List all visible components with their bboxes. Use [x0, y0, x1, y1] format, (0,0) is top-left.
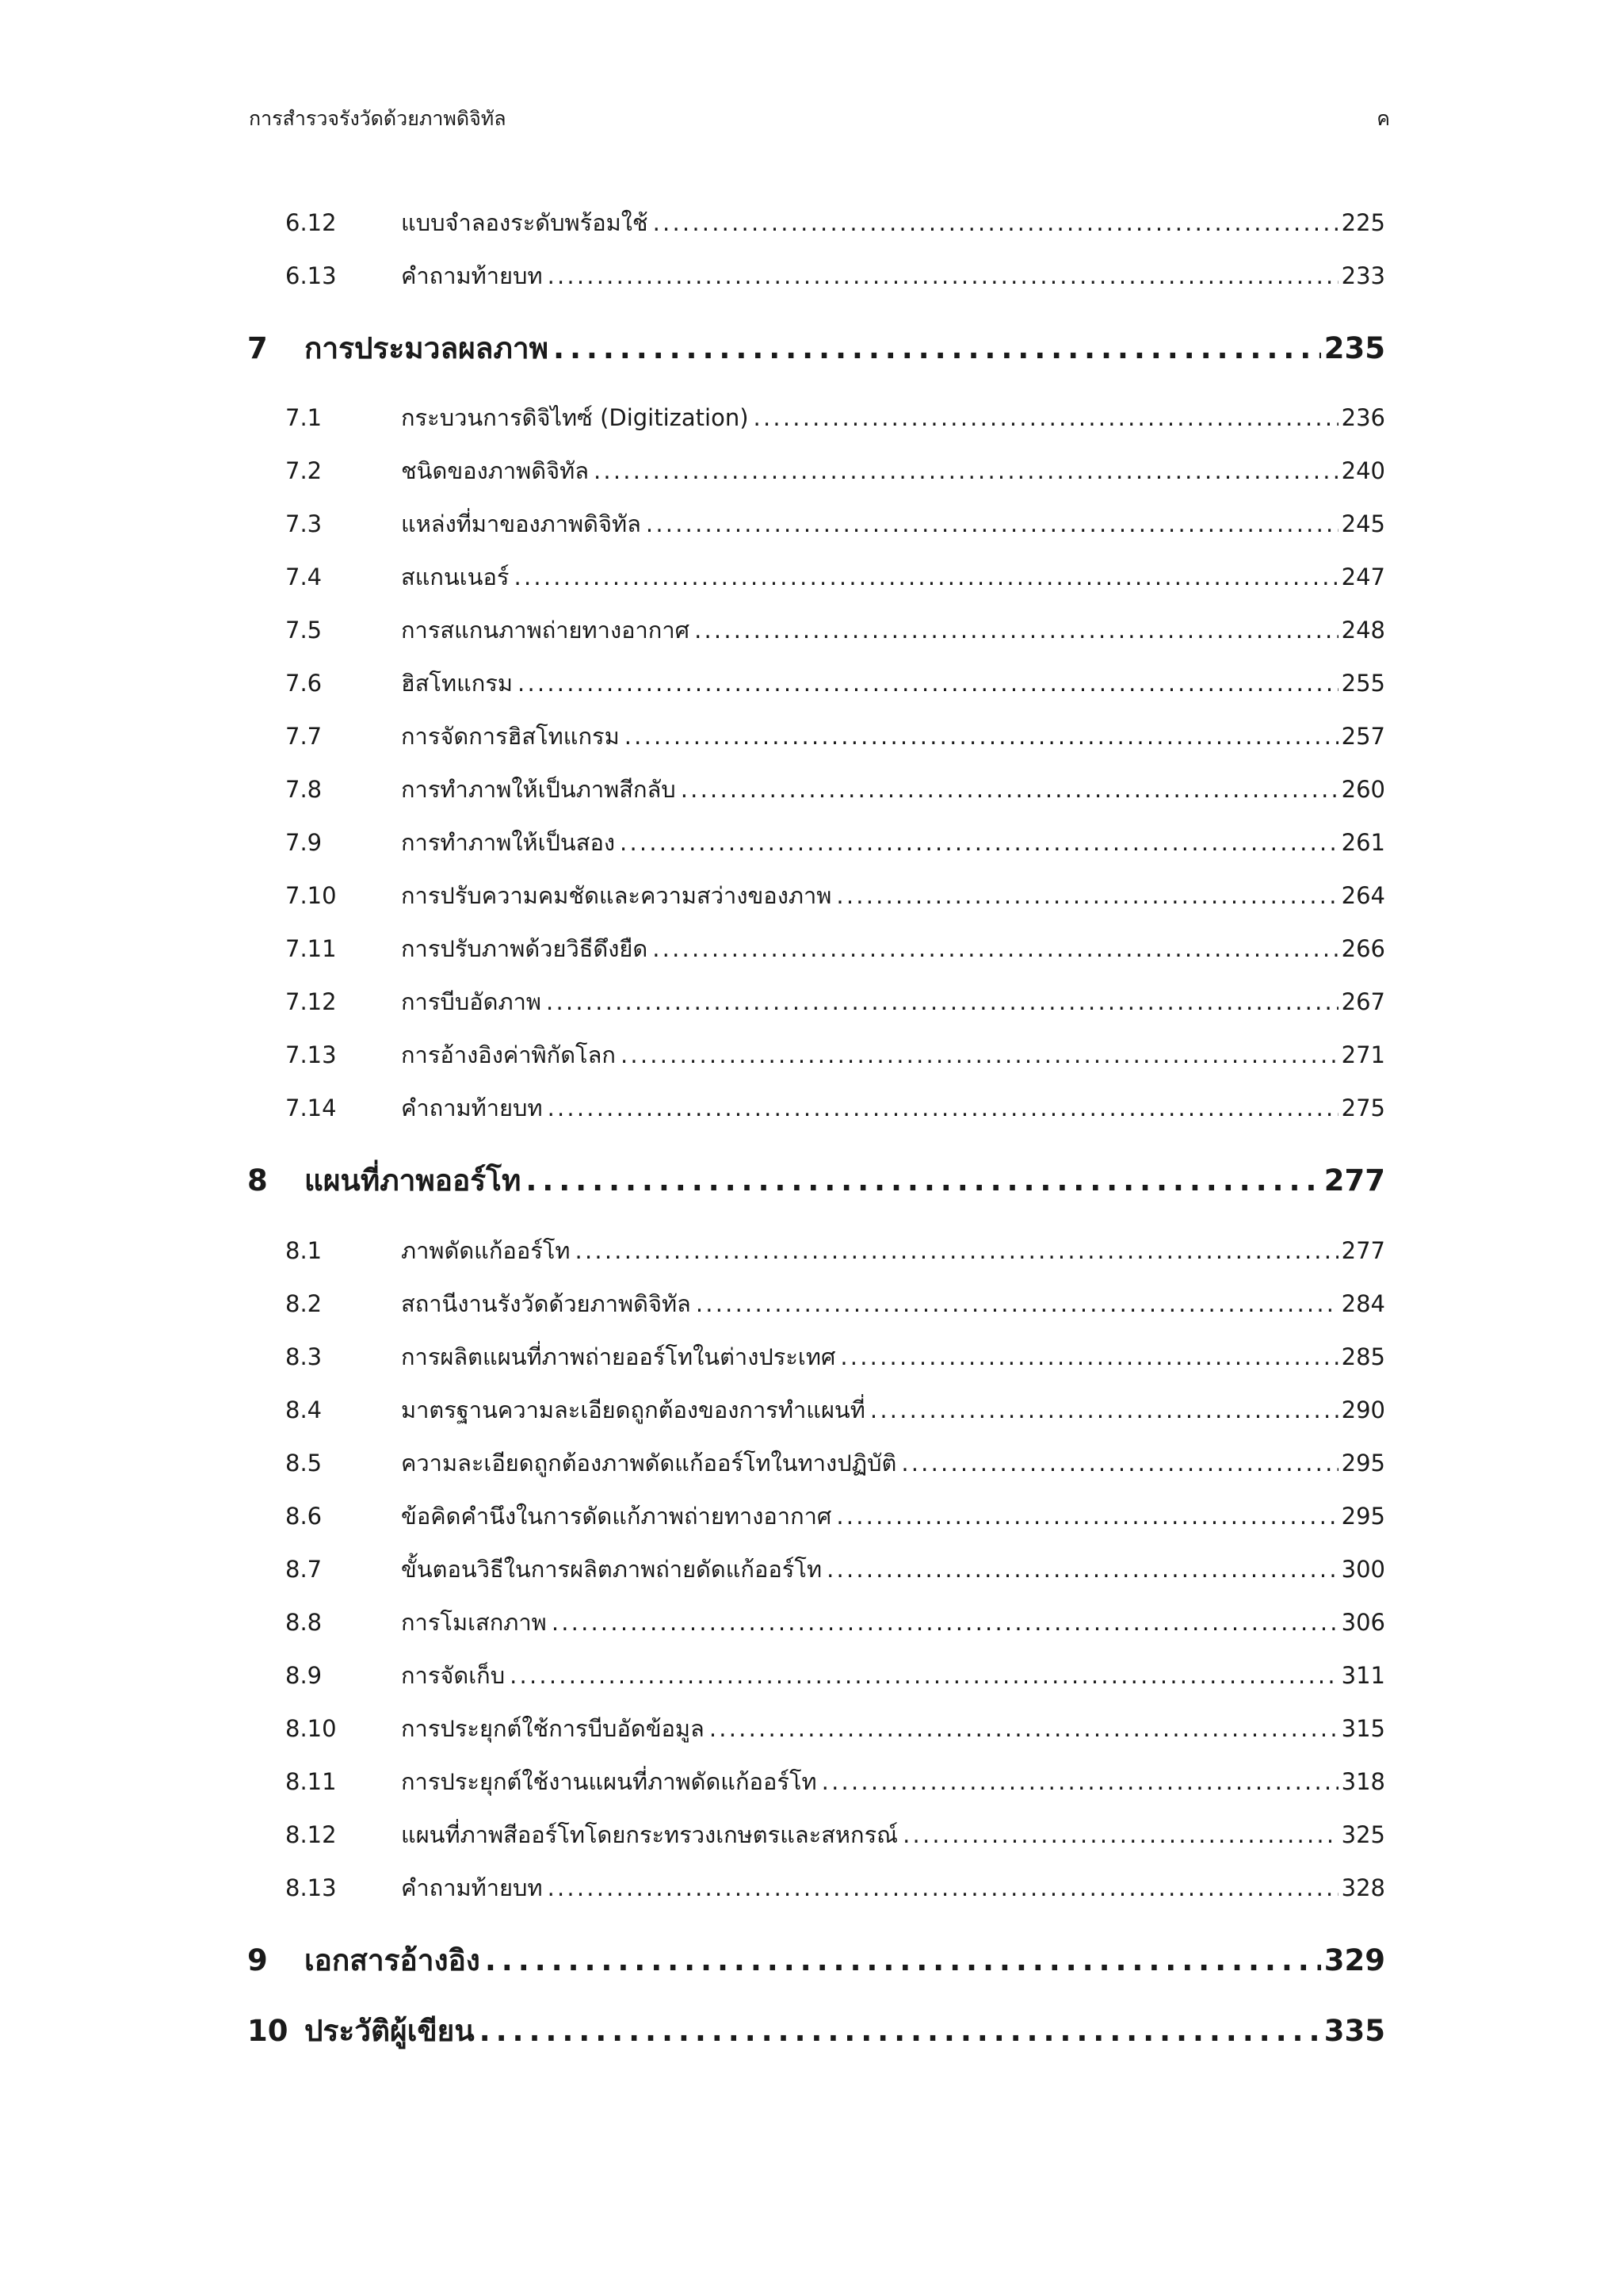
dot-leader — [817, 1763, 1338, 1800]
toc-entry-number: 8.7 — [285, 1556, 323, 1583]
chapter-title: เอกสารอ้างอิง — [304, 1943, 480, 1977]
dot-leader — [896, 1445, 1338, 1481]
toc-entry — [285, 559, 1385, 595]
toc-entry-title: การทำภาพให้เป็นภาพสีกลับ — [401, 776, 676, 803]
toc-entry-number: 6.13 — [285, 262, 337, 289]
toc-entry-page: 240 — [1341, 457, 1385, 484]
toc-entry-page: 225 — [1341, 209, 1385, 236]
toc-entry-title: การปรับความคมชัดและความสว่างของภาพ — [401, 882, 832, 909]
toc-entry-number: 8.9 — [285, 1662, 323, 1689]
toc-entry-page: 233 — [1341, 262, 1385, 289]
toc-entry-title: การประยุกต์ใช้งานแผนที่ภาพดัดแก้ออร์โท — [401, 1768, 817, 1795]
toc-entry-title: การปรับภาพด้วยวิธีดึงยืด — [401, 935, 648, 962]
dot-leader — [543, 1090, 1338, 1126]
dot-leader — [898, 1817, 1338, 1853]
toc-entry — [285, 1870, 1385, 1906]
dot-leader — [510, 559, 1338, 595]
toc-entry-page: 284 — [1341, 1290, 1385, 1317]
toc-entry-number: 8.12 — [285, 1821, 337, 1848]
toc-entry-number: 8.13 — [285, 1874, 337, 1901]
dot-leader — [480, 1939, 1321, 1983]
toc-entry — [285, 1657, 1385, 1694]
toc-entry — [285, 204, 1385, 241]
toc-entry-number: 8.2 — [285, 1290, 323, 1317]
dot-leader — [541, 984, 1338, 1020]
toc-entry-title: การบีบอัดภาพ — [401, 988, 542, 1015]
chapter-number: 7 — [247, 331, 268, 365]
dot-leader — [705, 1710, 1338, 1747]
toc-entry-number: 8.3 — [285, 1343, 323, 1370]
toc-entry — [285, 1037, 1385, 1073]
toc-entry — [285, 824, 1385, 861]
toc-entry-page: 277 — [1341, 1237, 1385, 1264]
toc-entry-title: การจัดเก็บ — [401, 1662, 506, 1689]
toc-entry — [285, 665, 1385, 701]
toc-entry — [285, 258, 1385, 294]
toc-entry-title: สแกนเนอร์ — [401, 563, 510, 590]
toc-chapter-9 — [247, 1939, 1385, 1983]
toc-entry-number: 7.12 — [285, 988, 337, 1015]
dot-leader — [620, 718, 1338, 755]
toc-entry-page: 300 — [1341, 1556, 1385, 1583]
dot-leader — [749, 399, 1338, 436]
toc-entry — [285, 930, 1385, 967]
toc-entry — [285, 1817, 1385, 1853]
toc-entry-title: สถานีงานรังวัดด้วยภาพดิจิทัล — [401, 1290, 691, 1317]
toc-entry-number: 7.9 — [285, 829, 323, 856]
toc-entry-title: แผนที่ภาพสีออร์โทโดยกระทรวงเกษตรและสหกรณ์ — [401, 1821, 899, 1848]
toc-entry-number: 8.5 — [285, 1450, 323, 1477]
toc-entry-page: 261 — [1341, 829, 1385, 856]
toc-entry-number: 7.6 — [285, 670, 323, 697]
dot-leader — [691, 1286, 1338, 1322]
dot-leader — [548, 327, 1321, 371]
toc-entry-page: 295 — [1341, 1450, 1385, 1477]
dot-leader — [543, 258, 1338, 294]
dot-leader — [571, 1232, 1338, 1269]
toc-entry-number: 7.4 — [285, 563, 323, 590]
toc-entry-title: ฮิสโทแกรม — [401, 670, 514, 697]
toc-entry-title: กระบวนการดิจิไทซ์ (Digitization) — [401, 404, 749, 431]
toc-entry-title: ข้อคิดคำนึงในการดัดแก้ภาพถ่ายทางอากาศ — [401, 1503, 832, 1530]
chapter-number: 10 — [247, 2014, 288, 2048]
toc-entry-title: แหล่งที่มาของภาพดิจิทัล — [401, 510, 641, 537]
toc-entry-number: 7.14 — [285, 1095, 337, 1121]
toc-entry-number: 7.10 — [285, 882, 337, 909]
toc-entry — [285, 1339, 1385, 1375]
dot-leader — [689, 612, 1338, 648]
toc-entry — [285, 1090, 1385, 1126]
dot-leader — [505, 1657, 1338, 1694]
toc-entry-number: 7.11 — [285, 935, 337, 962]
toc-entry — [285, 1445, 1385, 1481]
toc-entry-number: 8.8 — [285, 1609, 323, 1636]
toc-entry-title: ขั้นตอนวิธีในการผลิตภาพถ่ายดัดแก้ออร์โท — [401, 1556, 823, 1583]
toc-entry — [285, 1232, 1385, 1269]
toc-entry-page: 325 — [1341, 1821, 1385, 1848]
dot-leader — [865, 1392, 1338, 1428]
dot-leader — [831, 877, 1338, 914]
toc-entry-title: แบบจำลองระดับพร้อมใช้ — [401, 209, 648, 236]
toc-entry — [285, 984, 1385, 1020]
toc-entry — [285, 771, 1385, 808]
toc-entry-page: 311 — [1341, 1662, 1385, 1689]
toc-entry-title: ชนิดของภาพดิจิทัล — [401, 457, 589, 484]
dot-leader — [831, 1498, 1338, 1534]
chapter-title: แผนที่ภาพออร์โท — [304, 1163, 521, 1198]
toc-entry-title: ความละเอียดถูกต้องภาพดัดแก้ออร์โทในทางปฏิบัติ — [401, 1450, 897, 1477]
toc-entry — [285, 506, 1385, 542]
dot-leader — [648, 204, 1338, 241]
chapter-title: ประวัติผู้เขียน — [304, 2014, 475, 2048]
toc-entry — [285, 1604, 1385, 1641]
toc-chapter-7 — [247, 327, 1385, 371]
dot-leader — [615, 824, 1338, 861]
toc-entry-page: 306 — [1341, 1609, 1385, 1636]
dot-leader — [547, 1604, 1338, 1641]
toc-entry-number: 8.6 — [285, 1503, 323, 1530]
toc-entry — [285, 1551, 1385, 1587]
toc-entry-title: คำถามท้ายบท — [401, 1874, 543, 1901]
toc-entry — [285, 1392, 1385, 1428]
toc-entry-number: 7.7 — [285, 723, 323, 750]
dot-leader — [616, 1037, 1338, 1073]
toc-entry-number: 8.10 — [285, 1715, 337, 1742]
toc-entry-page: 290 — [1341, 1396, 1385, 1423]
chapter-number: 8 — [247, 1163, 268, 1198]
toc-entry-page: 275 — [1341, 1095, 1385, 1121]
toc-entry — [285, 1763, 1385, 1800]
chapter-page: 235 — [1323, 331, 1385, 365]
toc-entry-page: 247 — [1341, 563, 1385, 590]
toc-entry — [285, 612, 1385, 648]
dot-leader — [835, 1339, 1338, 1375]
toc-entry-title: การสแกนภาพถ่ายทางอากาศ — [401, 617, 690, 644]
toc-entry-page: 318 — [1341, 1768, 1385, 1795]
toc-entry-title: การโมเสกภาพ — [401, 1609, 547, 1636]
toc-entry-title: การทำภาพให้เป็นสอง — [401, 829, 616, 856]
chapter-page: 335 — [1323, 2014, 1385, 2048]
toc-entry-title: คำถามท้ายบท — [401, 262, 543, 289]
toc-entry-title: การจัดการฮิสโทแกรม — [401, 723, 620, 750]
toc-entry-number: 6.12 — [285, 209, 337, 236]
toc-entry — [285, 399, 1385, 436]
toc-entry-page: 245 — [1341, 510, 1385, 537]
dot-leader — [641, 506, 1338, 542]
running-title: การสำรวจรังวัดด้วยภาพดิจิทัล — [249, 107, 506, 130]
toc-entry-title: ภาพดัดแก้ออร์โท — [401, 1237, 571, 1264]
toc-entry-number: 7.1 — [285, 404, 323, 431]
toc-entry — [285, 877, 1385, 914]
toc-entry-page: 248 — [1341, 617, 1385, 644]
dot-leader — [475, 2009, 1321, 2053]
toc-entry-title: การประยุกต์ใช้การบีบอัดข้อมูล — [401, 1715, 705, 1742]
toc-entry-page: 255 — [1341, 670, 1385, 697]
chapter-page: 329 — [1323, 1943, 1385, 1977]
page-header — [249, 103, 1390, 143]
toc-entry-page: 267 — [1341, 988, 1385, 1015]
toc-entry — [285, 718, 1385, 755]
toc-entry-title: คำถามท้ายบท — [401, 1095, 543, 1121]
chapter-page: 277 — [1323, 1163, 1385, 1198]
dot-leader — [521, 1159, 1320, 1203]
toc-entry-page: 285 — [1341, 1343, 1385, 1370]
toc-entry-page: 260 — [1341, 776, 1385, 803]
toc-entry-number: 7.8 — [285, 776, 323, 803]
chapter-number: 9 — [247, 1943, 268, 1977]
toc-entry-number: 8.11 — [285, 1768, 337, 1795]
toc-entry — [285, 1286, 1385, 1322]
toc-entry-title: การผลิตแผนที่ภาพถ่ายออร์โทในต่างประเทศ — [401, 1343, 836, 1370]
toc-entry-title: มาตรฐานความละเอียดถูกต้องของการทำแผนที่ — [401, 1396, 865, 1423]
toc-entry-number: 8.4 — [285, 1396, 323, 1423]
dot-leader — [543, 1870, 1338, 1906]
toc-entry-number: 8.1 — [285, 1237, 323, 1264]
chapter-title: การประมวลผลภาพ — [304, 331, 549, 365]
toc-entry-number: 7.2 — [285, 457, 323, 484]
toc-entry-number: 7.3 — [285, 510, 323, 537]
toc-entry-page: 266 — [1341, 935, 1385, 962]
toc-entry-number: 7.5 — [285, 617, 323, 644]
toc-entry — [285, 1710, 1385, 1747]
toc-entry-page: 264 — [1341, 882, 1385, 909]
toc-entry-page: 236 — [1341, 404, 1385, 431]
toc-entry — [285, 453, 1385, 489]
dot-leader — [589, 453, 1338, 489]
toc-entry-page: 328 — [1341, 1874, 1385, 1901]
toc-entry-number: 7.13 — [285, 1041, 337, 1068]
toc-entry-page: 315 — [1341, 1715, 1385, 1742]
dot-leader — [513, 665, 1338, 701]
toc-chapter-8 — [247, 1159, 1385, 1203]
toc-entry-page: 295 — [1341, 1503, 1385, 1530]
dot-leader — [647, 930, 1338, 967]
toc-entry-title: การอ้างอิงค่าพิกัดโลก — [401, 1041, 616, 1068]
toc-entry-page: 257 — [1341, 723, 1385, 750]
toc-entry-page: 271 — [1341, 1041, 1385, 1068]
toc-chapter-10 — [247, 2009, 1385, 2053]
toc-entry — [285, 1498, 1385, 1534]
dot-leader — [822, 1551, 1338, 1587]
page-number: ค — [1377, 107, 1390, 130]
dot-leader — [676, 771, 1338, 808]
